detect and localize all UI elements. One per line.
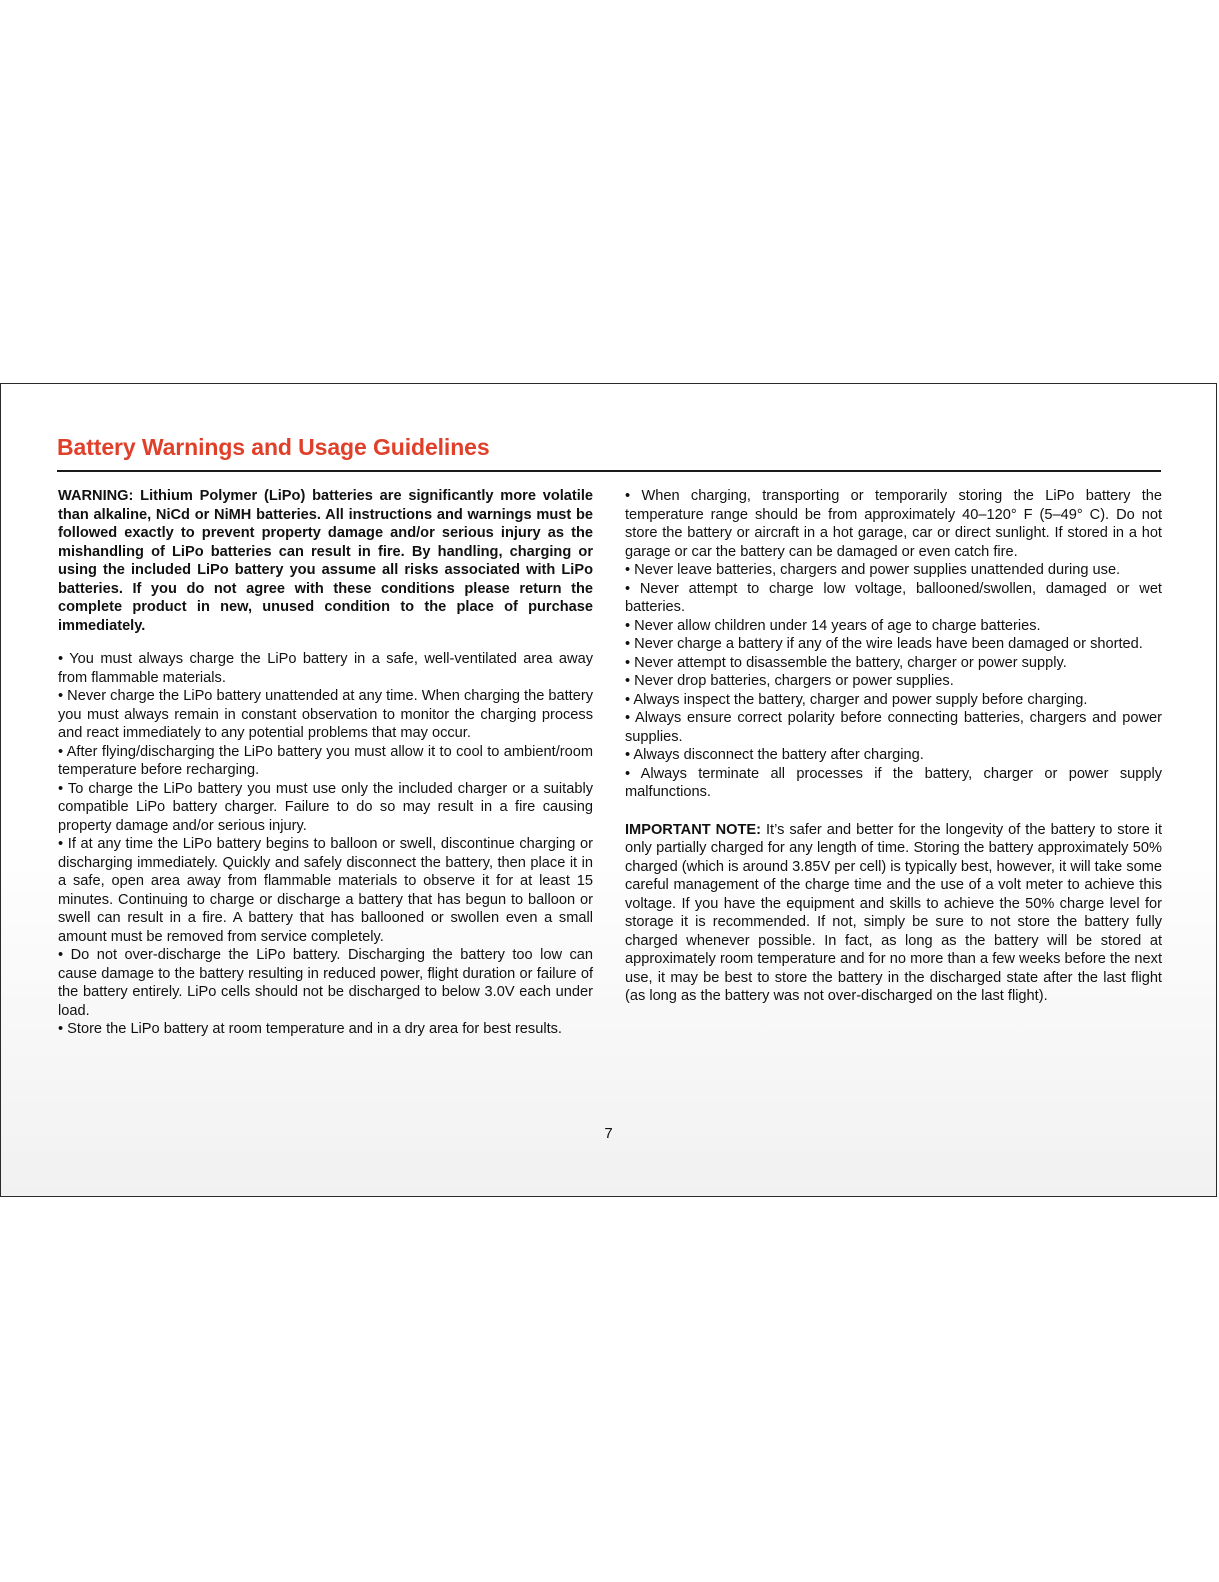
list-item: • Never allow children under 14 years of age to charge batteries.	[625, 617, 1041, 634]
list-item: • Always disconnect the battery after charging.	[625, 747, 924, 763]
list-item: • Never charge the LiPo battery unattended at any time. When charging the battery you must always remain in constant observation to monitor the charging process and react immediately to any potential problems that may occur.	[58, 688, 593, 741]
list-item: • Never attempt to disassemble the battery, charger or power supply.	[625, 654, 1067, 671]
important-note-text: It’s safer and better for the longevity of the battery to store it only partially charged for any length of time. Storing the battery approximately 50% charged (which is around 3.85V per cell) is typically best, however, it will take some careful management of the charge time and the use of a volt meter to achieve this voltage. If you have the equipment and skills to achieve the 50% charge level for storage it is recommended. If not, simply be sure to not store the battery fully charged whenever possible. In fact, as long as the battery will be stored at approximately room temperature and for no more than a few weeks before the next use, it may be best to store the battery in the discharged state after the last flight (as long as the battery was not over-discharged on the last flight).	[625, 821, 1162, 1004]
list-item: • Always ensure correct polarity before connecting batteries, chargers and power supplies.	[625, 710, 1162, 745]
list-item: • Never leave batteries, chargers and power supplies unattended during use.	[625, 562, 1121, 578]
list-item: • You must always charge the LiPo battery in a safe, well-ventilated area away from flammable materials.	[58, 651, 593, 686]
title-divider	[57, 470, 1161, 472]
page-number: 7	[604, 1125, 613, 1142]
list-item: • Never charge a battery if any of the wire leads have been damaged or shorted.	[625, 636, 1143, 652]
left-column	[58, 487, 593, 1039]
list-item: • After flying/discharging the LiPo battery you must allow it to cool to ambient/room temperature before recharging.	[58, 743, 593, 778]
important-note-label: IMPORTANT NOTE:	[625, 821, 762, 838]
list-item: • Do not over-discharge the LiPo battery. Discharging the battery too low can cause damage to the battery resulting in reduced power, flight duration or failure of the battery entirely. LiPo cells should not be discharged to below 3.0V each under load.	[58, 947, 593, 1019]
list-item: • Never attempt to charge low voltage, ballooned/swollen, damaged or wet batteries.	[625, 580, 1162, 615]
left-bullet-list	[58, 650, 593, 1039]
list-item: • To charge the LiPo battery you must use only the included charger or a suitably compatible LiPo battery charger. Failure to do so may result in a fire causing property damage and/or serious injury.	[58, 780, 593, 834]
list-item: • Never drop batteries, chargers or power supplies.	[625, 673, 954, 689]
warning-paragraph: WARNING: Lithium Polymer (LiPo) batteries are significantly more volatile than alkaline, NiCd or NiMH batteries. All instructions and warnings must be followed exactly to prevent property damage and/or serious injury as the mishandling of LiPo batteries can result in fire. By handling, charging or using the included LiPo battery you assume all risks associated with LiPo batteries. If you do not agree with these conditions please return the complete product in new, unused condition to the place of purchase immediately.	[58, 488, 593, 634]
list-item: • Store the LiPo battery at room temperature and in a dry area for best results.	[58, 1021, 562, 1037]
list-item: • Always inspect the battery, charger and power supply before charging.	[625, 691, 1088, 708]
list-item: • When charging, transporting or temporarily storing the LiPo battery the temperature range should be from approximately 40–120° F (5–49° C). Do not store the battery or aircraft in a hot garage, car or direct sunlight. If stored in a hot garage or car the battery can be damaged or even catch fire.	[625, 488, 1162, 560]
important-note	[625, 821, 1162, 1006]
manual-page	[0, 383, 1217, 1197]
list-item: • If at any time the LiPo battery begins to balloon or swell, discontinue charging or discharging immediately. Quickly and safely disconnect the battery, then place it in a safe, open area away from flammable materials to observe it for at least 15 minutes. Continuing to charge or discharge a battery that has begun to balloon or swell can result in a fire. A battery that has ballooned or swollen even a small amount must be removed from service completely.	[58, 836, 593, 945]
right-column	[625, 487, 1162, 1006]
list-item: • Always terminate all processes if the battery, charger or power supply malfunctions.	[625, 765, 1162, 800]
right-bullet-list	[625, 487, 1162, 802]
page-title: Battery Warnings and Usage Guidelines	[57, 434, 490, 460]
